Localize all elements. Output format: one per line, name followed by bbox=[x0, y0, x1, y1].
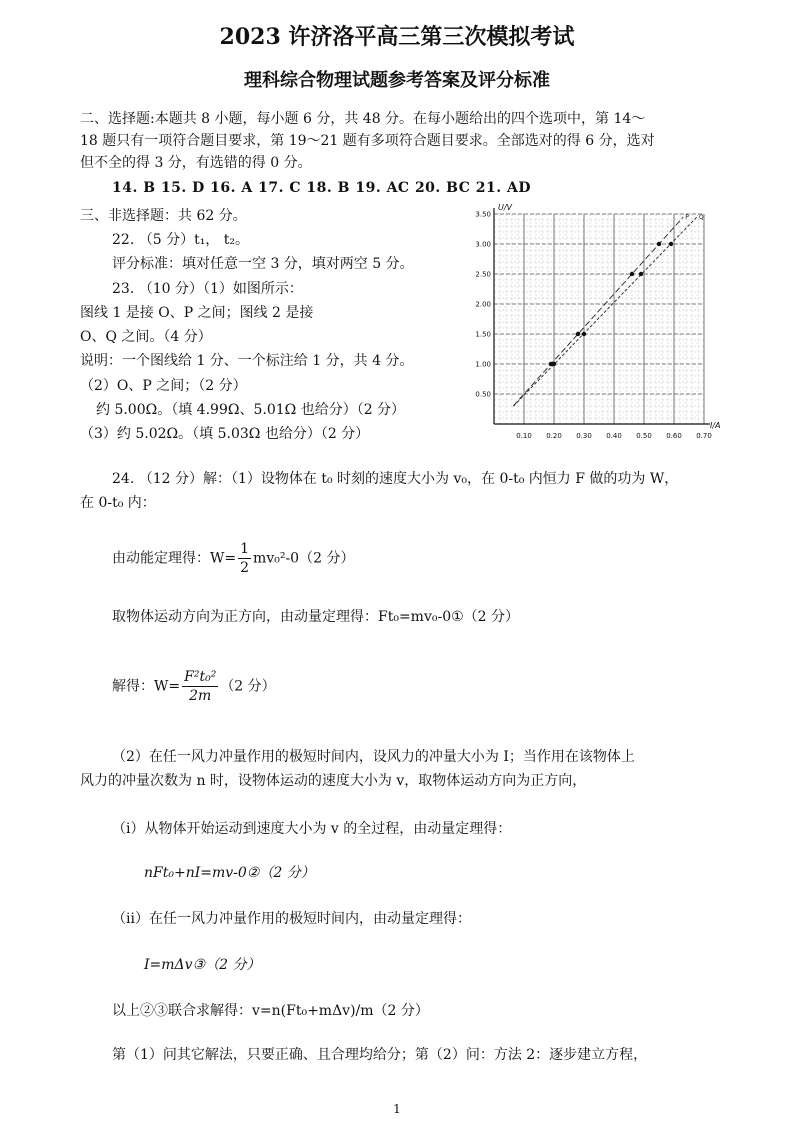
q22-scoring: 评分标准：填对任意一空 3 分，填对两空 5 分。 bbox=[112, 256, 414, 272]
section2-line1: 二、选择题:本题共 8 小题，每小题 6 分，共 48 分。在每小题给出的四个选项中，第 14～ bbox=[80, 111, 646, 127]
q24-part2-line1: （2）在任一风力冲量作用的极短时间内，设风力的冲量大小为 I；当作用在该物体上 bbox=[112, 749, 635, 765]
eq3-prefix: 解得：W= bbox=[112, 678, 181, 695]
x-tick-label: 0.30 bbox=[576, 432, 592, 440]
q23-part2b: 约 5.00Ω。（填 4.99Ω、5.01Ω 也给分）（2 分） bbox=[96, 402, 406, 418]
eq3-suffix: （2 分） bbox=[220, 678, 276, 695]
y-tick-label: 2.50 bbox=[475, 270, 491, 279]
data-point bbox=[630, 272, 634, 276]
q24-part2-line2: 风力的冲量次数为 n 时，设物体运动的速度大小为 v，取物体运动方向为正方向， bbox=[80, 773, 587, 789]
q24-part2-i: （i）从物体开始运动到速度大小为 v 的全过程，由动量定理得： bbox=[112, 821, 512, 837]
q23-line3: O、Q 之间。（4 分） bbox=[80, 329, 212, 345]
line-label: P bbox=[685, 214, 689, 221]
x-tick-label: 0.60 bbox=[666, 432, 682, 440]
eq1-numerator: 1 bbox=[240, 541, 250, 557]
q24-other-methods: 第（1）问其它解法，只要正确、且合理均给分；第（2）问：方法 2：逐步建立方程， bbox=[112, 1047, 648, 1063]
section2-line3: 但不全的得 3 分，有选错的得 0 分。 bbox=[80, 155, 312, 171]
y-tick-label: 1.50 bbox=[475, 330, 491, 339]
y-tick-label: 3.50 bbox=[475, 210, 491, 219]
q23-line2: 图线 1 是接 O、P 之间；图线 2 是接 bbox=[80, 305, 314, 321]
q22-answer: 22. （5 分）t₁， t₂。 bbox=[112, 232, 249, 248]
page-subtitle: 理科综合物理试题参考答案及评分标准 bbox=[244, 70, 550, 91]
data-point bbox=[639, 272, 643, 276]
x-tick-label: 0.40 bbox=[606, 432, 622, 440]
ui-graph bbox=[464, 203, 721, 452]
data-point bbox=[669, 242, 673, 246]
q24-line2: 在 0-t₀ 内： bbox=[80, 495, 156, 511]
x-axis-label: I/A bbox=[710, 421, 721, 430]
x-tick-label: 0.70 bbox=[696, 432, 712, 440]
data-point bbox=[582, 332, 586, 336]
y-axis-label: U/V bbox=[498, 203, 513, 212]
choice-answers: 14. B 15. D 16. A 17. C 18. B 19. AC 20. BC 21. AD bbox=[112, 180, 532, 196]
eq3-denominator: 2m bbox=[189, 688, 212, 704]
eq1-denominator: 2 bbox=[240, 560, 250, 576]
eq-kinetic-energy bbox=[112, 540, 354, 577]
y-tick-label: 2.00 bbox=[475, 300, 491, 309]
line-label: Q bbox=[698, 214, 704, 221]
eq-total-impulse: nFt₀+nI=mv-0②（2 分） bbox=[144, 865, 315, 881]
eq1-suffix: mv₀²-0（2 分） bbox=[253, 550, 355, 567]
q24-part2-ii: （ii）在任一风力冲量作用的极短时间内，由动量定理得： bbox=[112, 911, 471, 927]
y-tick-label: 1.00 bbox=[475, 360, 491, 369]
page-title: 2023 许济洛平高三第三次模拟考试 bbox=[219, 24, 575, 50]
q23-part2: （2）O、P 之间；（2 分） bbox=[80, 378, 247, 394]
y-tick-label: 0.50 bbox=[475, 390, 491, 399]
q24-line1: 24. （12 分）解：（1）设物体在 t₀ 时刻的速度大小为 v₀，在 0-t₀ 内恒力 F 做的功为 W， bbox=[112, 471, 679, 487]
eq1-fraction bbox=[238, 540, 251, 577]
y-tick-label: 3.00 bbox=[475, 240, 491, 249]
x-tick-label: 0.50 bbox=[636, 432, 652, 440]
page-number: 1 bbox=[393, 1102, 401, 1116]
q23-part3: （3）约 5.02Ω。（填 5.03Ω 也给分）（2 分） bbox=[80, 426, 370, 442]
eq-impulse: I=mΔv③（2 分） bbox=[144, 957, 261, 973]
data-point bbox=[576, 332, 580, 336]
data-point bbox=[657, 242, 661, 246]
eq3-numerator: F²t₀² bbox=[184, 669, 217, 685]
eq3-fraction bbox=[182, 668, 218, 705]
eq-solution-w bbox=[112, 668, 276, 705]
x-tick-label: 0.10 bbox=[516, 432, 532, 440]
section2-line2: 18 题只有一项符合题目要求，第 19～21 题有多项符合题目要求。全部选对的得 6 分，选对 bbox=[80, 133, 655, 149]
x-tick-label: 0.20 bbox=[546, 432, 562, 440]
eq-momentum: 取物体运动方向为正方向，由动量定理得：Ft₀=mv₀-0①（2 分） bbox=[112, 609, 520, 625]
eq1-prefix: 由动能定理得：W= bbox=[112, 550, 237, 567]
eq-combined: 以上②③联合求解得：v=n(Ft₀+mΔv)/m（2 分） bbox=[112, 1003, 429, 1019]
section3-heading: 三、非选择题：共 62 分。 bbox=[80, 208, 247, 224]
data-point bbox=[552, 362, 556, 366]
q23-intro: 23. （10 分）（1）如图所示： bbox=[112, 281, 303, 297]
q23-note: 说明：一个图线给 1 分、一个标注给 1 分，共 4 分。 bbox=[80, 353, 414, 369]
